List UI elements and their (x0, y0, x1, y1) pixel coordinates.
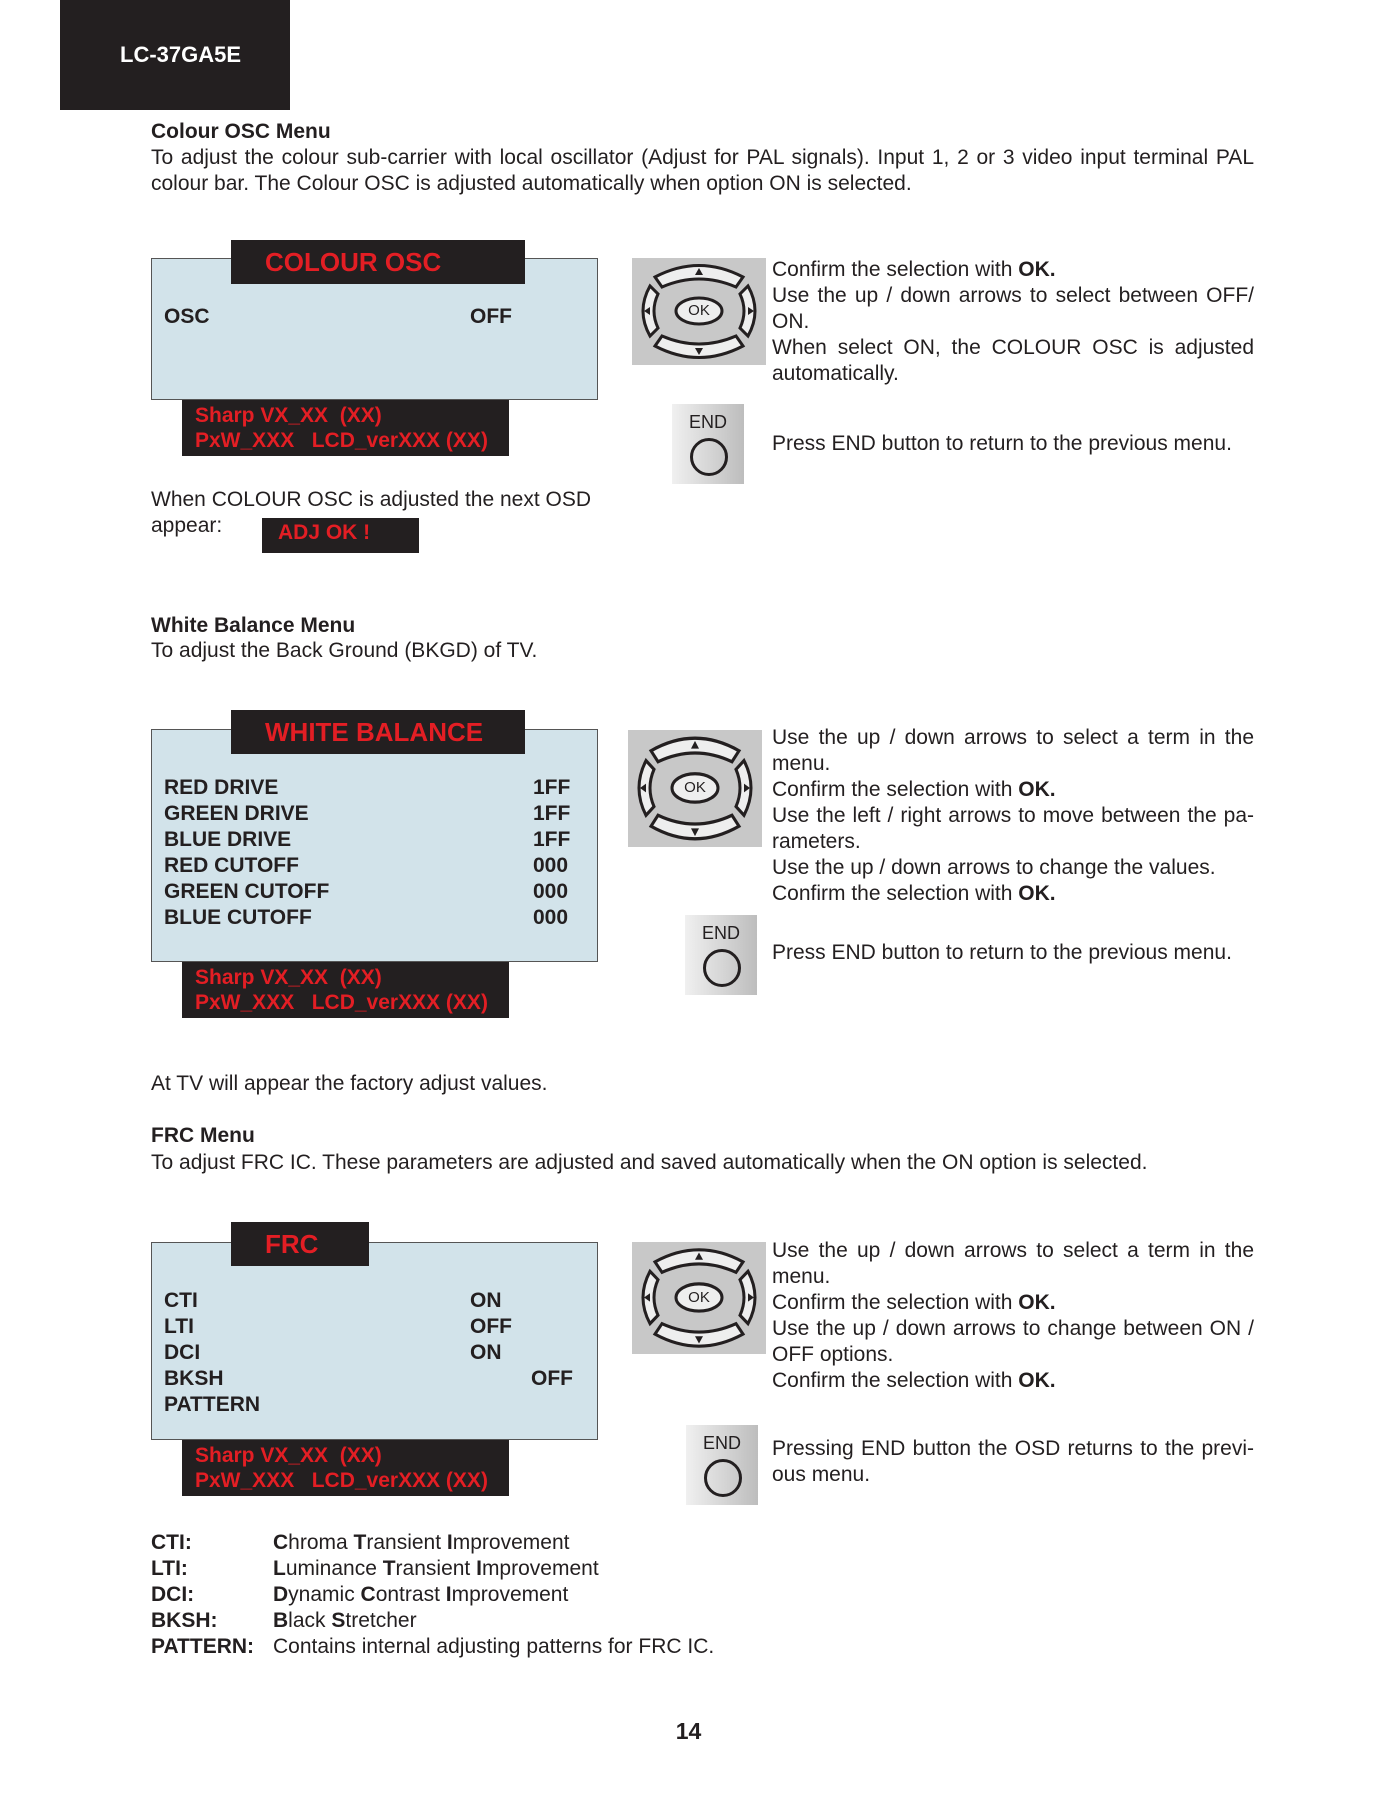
version-line-1: Sharp VX_XX (XX) (195, 1444, 382, 1467)
end-button (685, 915, 757, 995)
osd-row-value: 1FF (533, 802, 571, 825)
osd-row-label: RED DRIVE (164, 776, 279, 799)
osd-row-label: CTI (164, 1289, 198, 1312)
glossary-term: PATTERN: (151, 1635, 255, 1658)
white-balance-version-box (182, 962, 509, 1018)
frc-end-text: Pressing END button the OSD returns to the previ-ous menu. (772, 1437, 1254, 1486)
white-balance-intro: To adjust the Back Ground (BKGD) of TV. (151, 639, 538, 662)
glossary-term: BKSH: (151, 1609, 218, 1632)
version-line-2: PxW_XXX LCD_verXXX (XX) (195, 1469, 488, 1492)
osd-row-label: LTI (164, 1315, 194, 1338)
instr-line: Use the up / down arrows to change between ON / OFF options. (772, 1317, 1254, 1366)
glossary-row (151, 1530, 851, 1556)
end-button (672, 404, 744, 484)
instr-line: Use the up / down arrows to select between OFF/ ON. (772, 284, 1254, 333)
osd-row-value: 000 (533, 854, 569, 877)
version-line-2: PxW_XXX LCD_verXXX (XX) (195, 429, 488, 452)
version-line-1: Sharp VX_XX (XX) (195, 966, 382, 989)
osd-row-label: OSC (164, 305, 210, 328)
colour-osc-intro: To adjust the colour sub-carrier with local oscillator (Adjust for PAL signals). Input 1, 2 or 3 video input terminal PAL colour bar. The Colour OSC is adjusted automatically when option ON is selected. (151, 146, 1254, 195)
frc-osd-panel (151, 1242, 598, 1440)
white-balance-instructions (772, 725, 1254, 907)
colour-osc-end-text: Press END button to return to the previous menu. (772, 432, 1232, 455)
colour-osc-heading: Colour OSC Menu (151, 120, 331, 143)
osd-row-value: OFF (470, 305, 512, 328)
instr-line: Use the up / down arrows to change the values. (772, 856, 1216, 879)
white-balance-osd-panel (151, 729, 598, 962)
glossary-term: LTI: (151, 1557, 188, 1580)
osd-row-value: 1FF (533, 828, 571, 851)
osd-row-label: BLUE DRIVE (164, 828, 292, 851)
end-button (686, 1425, 758, 1505)
osd-row-value: 000 (533, 906, 569, 929)
version-line-1: Sharp VX_XX (XX) (195, 404, 382, 427)
osd-row-value: ON (470, 1341, 502, 1364)
glossary-row (151, 1582, 851, 1608)
osd-row-label: GREEN CUTOFF (164, 880, 330, 903)
glossary-definition: Luminance Transient Improvement (273, 1557, 599, 1580)
osd-row-value: 1FF (533, 776, 571, 799)
instr-line: Confirm the selection with OK. (772, 1369, 1056, 1392)
osd-row-label: BLUE CUTOFF (164, 906, 312, 929)
instr-line: Confirm the selection with OK. (772, 258, 1056, 281)
colour-osc-version-box (182, 400, 509, 456)
osd-row-label: GREEN DRIVE (164, 802, 309, 825)
remote-dpad (632, 258, 766, 365)
osd-row-label: BKSH (164, 1367, 224, 1390)
instr-line: Use the left / right arrows to move between the pa-rameters. (772, 804, 1254, 853)
glossary-definition: Contains internal adjusting patterns for FRC IC. (273, 1635, 715, 1658)
glossary-row (151, 1556, 851, 1582)
instr-line: Use the up / down arrows to select a term in the menu. (772, 726, 1254, 775)
glossary-row (151, 1608, 851, 1634)
colour-osc-instructions (772, 257, 1254, 387)
version-line-2: PxW_XXX LCD_verXXX (XX) (195, 991, 488, 1014)
colour-osc-after-text: When COLOUR OSC is adjusted the next OSD appear: (151, 488, 592, 537)
glossary-definition: Chroma Transient Improvement (273, 1531, 570, 1554)
model-label: LC-37GA5E (120, 42, 242, 67)
glossary-term: CTI: (151, 1531, 192, 1554)
osd-row-label: DCI (164, 1341, 201, 1364)
glossary-row (151, 1634, 851, 1660)
osd-row-label: PATTERN (164, 1393, 261, 1416)
frc-glossary (151, 1530, 851, 1670)
ok-label: OK (688, 1289, 710, 1306)
frc-heading: FRC Menu (151, 1124, 255, 1147)
model-header-tab (60, 0, 290, 110)
remote-dpad (632, 1242, 766, 1354)
end-circle-icon (704, 1459, 742, 1497)
instr-line: Confirm the selection with OK. (772, 1291, 1056, 1314)
osd-row-label: RED CUTOFF (164, 854, 299, 877)
frc-instructions (772, 1238, 1254, 1394)
osd-row-value: ON (470, 1289, 502, 1312)
colour-osc-osd-title: COLOUR OSC (231, 240, 525, 284)
adj-ok-osd: ADJ OK ! (262, 518, 419, 553)
frc-version-box (182, 1440, 509, 1496)
glossary-term: DCI: (151, 1583, 195, 1606)
instr-line: Confirm the selection with OK. (772, 882, 1056, 905)
instr-line: When select ON, the COLOUR OSC is adjusted automatically. (772, 336, 1254, 385)
end-circle-icon (703, 949, 741, 987)
white-balance-heading: White Balance Menu (151, 614, 356, 637)
osd-row-value: OFF (470, 1315, 512, 1338)
glossary-definition: Dynamic Contrast Improvement (273, 1583, 569, 1606)
osd-row-value: OFF (531, 1367, 573, 1390)
instr-line: Confirm the selection with OK. (772, 778, 1056, 801)
end-circle-icon (690, 438, 728, 476)
osd-row-value: 000 (533, 880, 569, 903)
end-label: END (701, 923, 740, 943)
ok-label: OK (688, 302, 710, 319)
white-balance-after-text: At TV will appear the factory adjust values. (151, 1072, 548, 1095)
white-balance-osd-title: WHITE BALANCE (231, 710, 525, 754)
instr-line: Use the up / down arrows to select a term in the menu. (772, 1239, 1254, 1288)
page-number: 14 (675, 1718, 702, 1744)
frc-intro: To adjust FRC IC. These parameters are adjusted and saved automatically when the ON option is selected. (151, 1151, 1148, 1174)
glossary-definition: Black Stretcher (273, 1609, 417, 1632)
white-balance-end-text: Press END button to return to the previous menu. (772, 941, 1232, 964)
remote-dpad (628, 730, 762, 847)
end-label: END (688, 412, 727, 432)
end-label: END (702, 1433, 741, 1453)
frc-osd-title: FRC (231, 1222, 369, 1266)
ok-label: OK (684, 779, 706, 796)
